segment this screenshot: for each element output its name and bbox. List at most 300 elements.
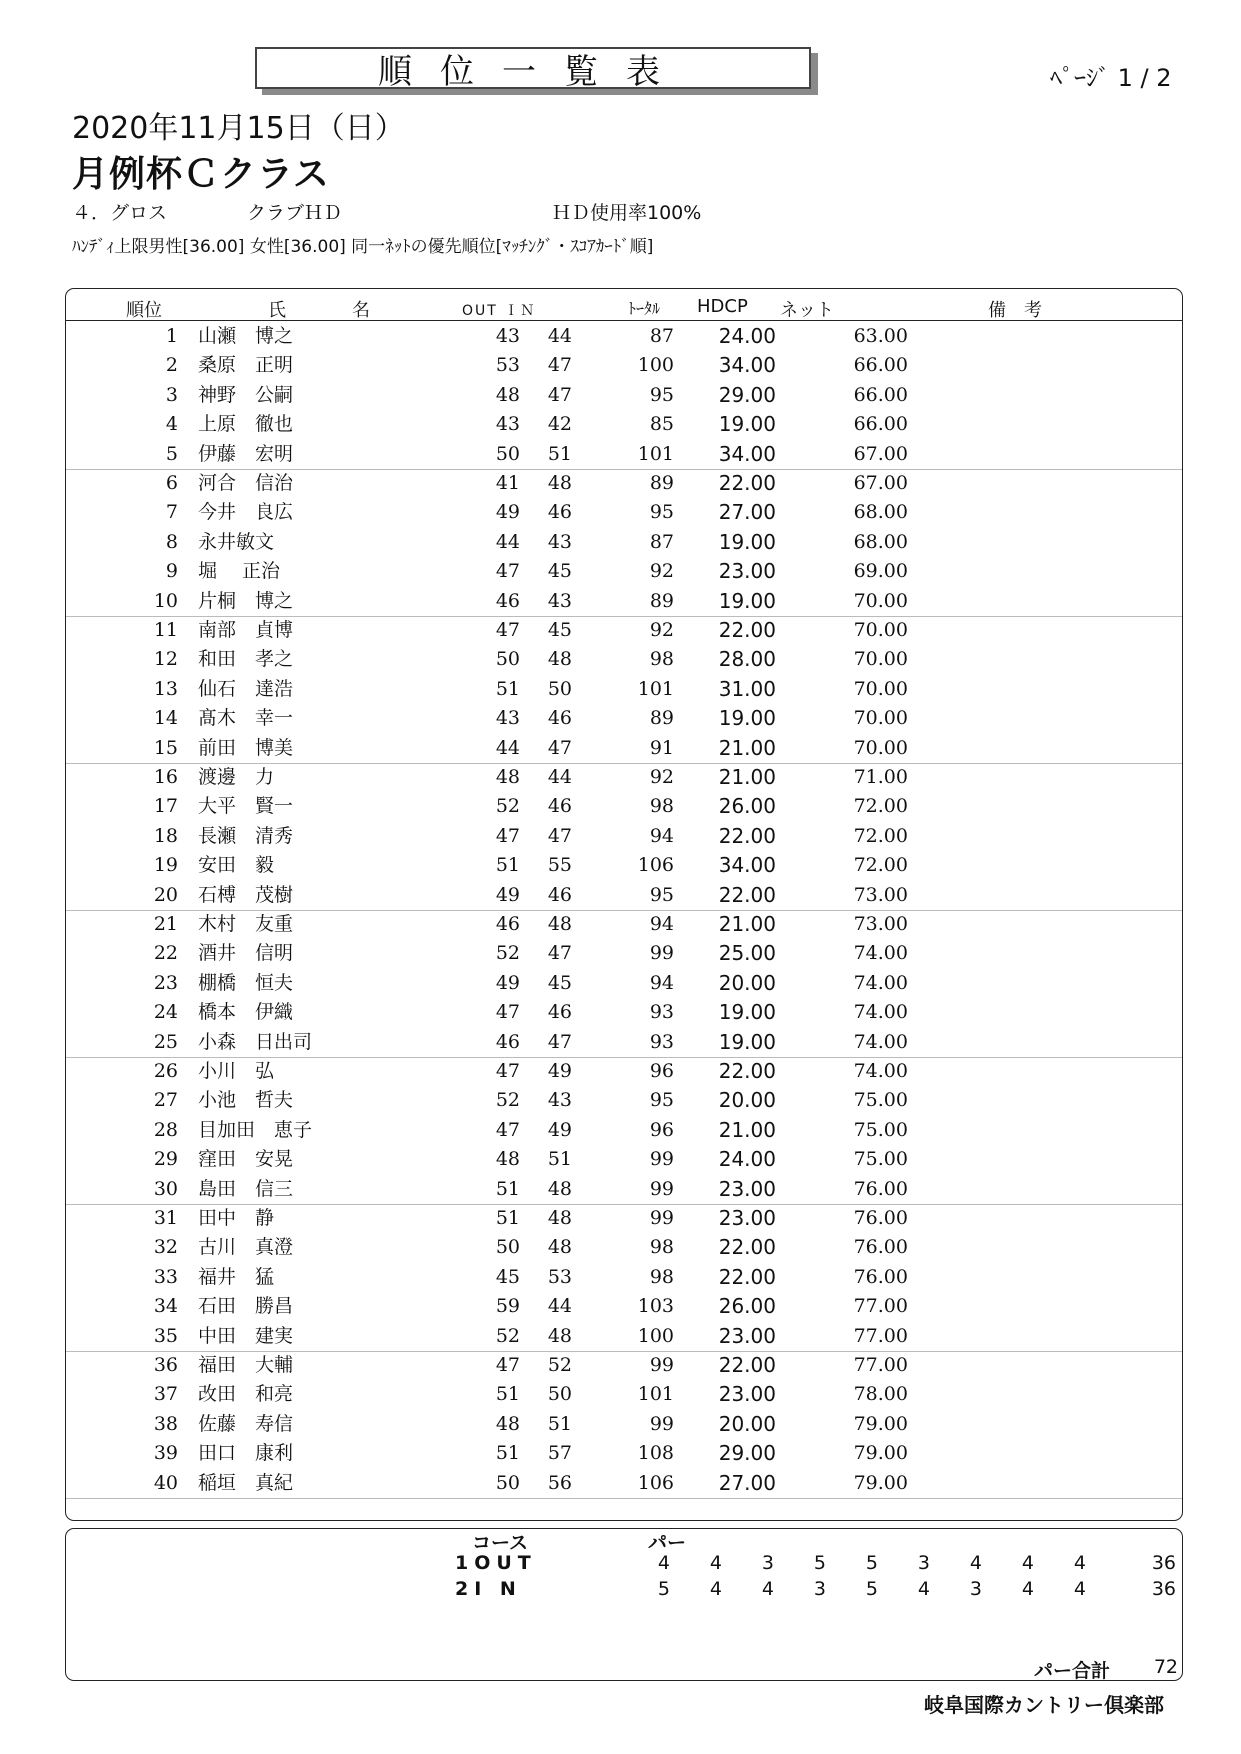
hole-par: 3 [813,1578,826,1600]
hole-par: 5 [813,1552,826,1574]
total-score: 92 [649,766,674,788]
net-score: 69.00 [853,560,908,583]
in-score: 47 [547,354,572,377]
table-row [66,1057,1182,1086]
rank: 25 [153,1030,178,1053]
net-score: 77.00 [853,1354,908,1376]
scoring-method: ４．グロス [72,202,168,224]
total-score: 92 [649,619,674,641]
player-name: 佐藤 寿信 [198,1412,294,1435]
table-row [66,1322,1182,1351]
rank: 30 [153,1177,178,1200]
rank: 4 [165,413,178,436]
table-row [66,763,1182,792]
total-score: 93 [649,1001,674,1024]
rank: 12 [153,648,178,671]
net-score: 67.00 [853,442,908,465]
rank: 11 [153,619,178,641]
hdcp: 20.00 [718,1411,776,1436]
net-score: 75.00 [853,1148,908,1171]
player-name: 稲垣 真紀 [198,1471,294,1494]
rank: 22 [153,942,178,965]
table-row [66,469,1182,498]
player-name: 目加田 恵子 [198,1118,313,1141]
in-score: 42 [547,413,572,436]
hdcp: 22.00 [718,618,776,642]
rank: 27 [153,1089,178,1112]
hole-par: 5 [657,1578,670,1600]
in-score: 48 [547,648,572,671]
out-score: 51 [495,1383,520,1406]
out-score: 52 [495,1324,520,1347]
in-score: 47 [547,383,572,406]
event-name: 月例杯Ｃクラス [72,154,330,195]
net-score: 67.00 [853,472,908,494]
col-name-surname: 氏 [268,300,286,321]
table-row [66,851,1182,880]
rank: 36 [153,1354,178,1376]
net-score: 70.00 [853,677,908,700]
rank: 28 [153,1118,178,1141]
total-score: 101 [637,442,674,465]
hdcp: 23.00 [718,559,776,584]
hole-par: 4 [969,1552,982,1574]
out-score: 47 [495,560,520,583]
in-score: 47 [547,942,572,965]
player-name: 神野 公嗣 [198,383,294,406]
out-score: 47 [495,1060,520,1082]
table-row [66,1175,1182,1204]
rank: 17 [153,795,178,818]
rank: 23 [153,971,178,994]
in-score: 43 [547,1089,572,1112]
hdcp: 21.00 [718,1117,776,1142]
in-score: 55 [547,854,572,877]
player-name: 仙石 達浩 [198,677,294,700]
par-total-label: パー合計 [1034,1660,1111,1682]
net-score: 71.00 [853,766,908,788]
hdcp: 19.00 [718,1000,776,1025]
hdcp: 34.00 [718,353,776,378]
hdcp: 22.00 [718,882,776,907]
net-score: 74.00 [853,971,908,994]
total-score: 95 [649,1089,674,1112]
total-score: 91 [649,736,674,759]
out-score: 48 [495,766,520,788]
hdcp: 26.00 [718,1294,776,1319]
table-row [66,1233,1182,1262]
rank: 7 [165,501,178,524]
out-score: 48 [495,383,520,406]
total-score: 95 [649,883,674,906]
out-score: 52 [495,1089,520,1112]
net-score: 72.00 [853,795,908,818]
player-name: 山瀬 博之 [198,325,294,347]
in-score: 47 [547,736,572,759]
hole-par: 4 [761,1578,774,1600]
net-score: 70.00 [853,707,908,730]
net-score: 75.00 [853,1118,908,1141]
table-row [66,1028,1182,1057]
total-score: 106 [637,1471,674,1494]
net-score: 70.00 [853,619,908,641]
player-name: 木村 友重 [198,913,294,935]
player-name: 小森 日出司 [198,1030,313,1053]
out-score: 49 [495,971,520,994]
total-score: 96 [649,1060,674,1082]
rank: 38 [153,1412,178,1435]
table-row [66,969,1182,998]
table-row [66,381,1182,410]
hdcp: 26.00 [718,794,776,819]
total-score: 99 [649,1177,674,1200]
table-row [66,704,1182,733]
total-score: 89 [649,589,674,612]
hole-par: 4 [709,1552,722,1574]
table-row [66,1469,1182,1498]
in-score: 50 [547,677,572,700]
course-header: コース [472,1532,529,1554]
out-score: 49 [495,501,520,524]
rank: 32 [153,1236,178,1259]
in-score: 53 [547,1265,572,1288]
in-score: 45 [547,971,572,994]
player-name: 南部 貞博 [198,619,294,641]
table-row [66,410,1182,439]
table-row [66,440,1182,469]
rank: 34 [153,1295,178,1318]
hdcp: 29.00 [718,1441,776,1466]
col-name-given: 名 [352,300,370,321]
page-indicator: ﾍﾟｰｼﾞ 1 / 2 [1050,64,1172,92]
player-name: 長瀬 清秀 [198,824,294,847]
total-score: 94 [649,913,674,935]
course-row [0,1552,1241,1578]
player-name: 河合 信治 [198,472,294,494]
in-score: 50 [547,1383,572,1406]
par-header: パー [648,1532,687,1554]
rank: 39 [153,1442,178,1465]
hdcp: 23.00 [718,1206,776,1230]
course-par-total: 36 [1151,1552,1176,1574]
col-hdcp: HDCP [697,296,748,317]
out-score: 46 [495,1030,520,1053]
rank: 8 [165,530,178,553]
hole-par: 3 [969,1578,982,1600]
in-score: 51 [547,442,572,465]
rank: 35 [153,1324,178,1347]
hdcp: 21.00 [718,912,776,936]
net-score: 74.00 [853,1060,908,1082]
out-score: 47 [495,1354,520,1376]
player-name: 田口 康利 [198,1442,294,1465]
net-score: 76.00 [853,1236,908,1259]
event-date: 2020年11月15日（日） [72,111,405,146]
player-name: 石榑 茂樹 [198,883,294,906]
hole-par: 3 [917,1552,930,1574]
out-score: 51 [495,1207,520,1229]
total-score: 106 [637,854,674,877]
player-name: 伊藤 宏明 [198,442,294,465]
player-name: 小池 哲夫 [198,1089,294,1112]
out-score: 51 [495,854,520,877]
course-name: 2I N [455,1578,522,1600]
hdcp: 25.00 [718,941,776,966]
net-score: 66.00 [853,383,908,406]
course-par-table [65,1528,1183,1681]
in-score: 46 [547,501,572,524]
table-row [66,675,1182,704]
net-score: 63.00 [853,325,908,347]
player-name: 和田 孝之 [198,648,294,671]
out-score: 47 [495,619,520,641]
col-net: ネット [780,300,834,321]
rank: 14 [153,707,178,730]
out-score: 47 [495,1001,520,1024]
total-score: 99 [649,1412,674,1435]
hole-par: 4 [1073,1552,1086,1574]
net-score: 79.00 [853,1471,908,1494]
hdcp: 22.00 [718,1235,776,1260]
total-score: 85 [649,413,674,436]
net-score: 79.00 [853,1412,908,1435]
in-score: 45 [547,619,572,641]
out-score: 46 [495,913,520,935]
total-score: 100 [637,354,674,377]
total-score: 101 [637,677,674,700]
out-score: 45 [495,1265,520,1288]
out-score: 47 [495,824,520,847]
in-score: 43 [547,589,572,612]
player-name: 前田 博美 [198,736,294,759]
hdcp: 22.00 [718,823,776,848]
player-name: 窪田 安晃 [198,1148,294,1171]
player-name: 渡邊 力 [198,766,275,788]
player-name: 小川 弘 [198,1060,275,1082]
total-score: 101 [637,1383,674,1406]
out-score: 47 [495,1118,520,1141]
net-score: 78.00 [853,1383,908,1406]
hole-par: 3 [761,1552,774,1574]
table-row [66,734,1182,763]
table-row [66,792,1182,821]
player-name: 桑原 正明 [198,354,294,377]
total-score: 87 [649,530,674,553]
total-score: 98 [649,1265,674,1288]
in-score: 51 [547,1412,572,1435]
table-row [66,1086,1182,1115]
total-score: 87 [649,325,674,347]
in-score: 46 [547,795,572,818]
table-row [66,939,1182,968]
player-name: 大平 賢一 [198,795,294,818]
total-score: 99 [649,1207,674,1229]
player-name: 安田 毅 [198,854,275,877]
in-score: 46 [547,707,572,730]
in-score: 49 [547,1060,572,1082]
net-score: 77.00 [853,1324,908,1347]
hdcp: 23.00 [718,1382,776,1407]
hole-par: 4 [709,1578,722,1600]
total-score: 92 [649,560,674,583]
rank: 10 [153,589,178,612]
total-score: 99 [649,1148,674,1171]
player-name: 片桐 博之 [198,589,294,612]
net-score: 74.00 [853,1030,908,1053]
in-score: 57 [547,1442,572,1465]
net-score: 68.00 [853,530,908,553]
net-score: 72.00 [853,854,908,877]
total-score: 98 [649,1236,674,1259]
net-score: 74.00 [853,1001,908,1024]
hdcp: 22.00 [718,1353,776,1377]
rank: 18 [153,824,178,847]
total-score: 96 [649,1118,674,1141]
out-score: 50 [495,1236,520,1259]
net-score: 70.00 [853,736,908,759]
net-score: 73.00 [853,913,908,935]
rank: 31 [153,1207,178,1229]
hole-par: 5 [865,1578,878,1600]
out-score: 51 [495,1442,520,1465]
out-score: 49 [495,883,520,906]
table-row [66,587,1182,616]
hdcp: 27.00 [718,500,776,525]
in-score: 47 [547,1030,572,1053]
table-row [66,1410,1182,1439]
in-score: 43 [547,530,572,553]
table-row [66,1439,1182,1468]
total-score: 89 [649,707,674,730]
table-row [66,1380,1182,1409]
table-row [66,498,1182,527]
player-name: 福井 猛 [198,1265,275,1288]
total-score: 95 [649,501,674,524]
col-rank: 順位 [126,300,162,321]
conditions-line [72,198,892,222]
hole-par: 4 [1021,1578,1034,1600]
table-row [66,910,1182,939]
par-total-value: 72 [1153,1656,1178,1678]
out-score: 48 [495,1148,520,1171]
total-score: 89 [649,472,674,494]
hdcp: 19.00 [718,412,776,437]
total-score: 94 [649,824,674,847]
total-score: 95 [649,383,674,406]
total-score: 99 [649,942,674,965]
rank: 29 [153,1148,178,1171]
in-score: 48 [547,1324,572,1347]
total-score: 93 [649,1030,674,1053]
out-score: 52 [495,942,520,965]
col-remarks: 備 考 [988,300,1042,321]
in-score: 46 [547,883,572,906]
out-score: 52 [495,795,520,818]
course-row [0,1578,1241,1604]
net-score: 77.00 [853,1295,908,1318]
hdcp: 22.00 [718,1059,776,1083]
in-score: 48 [547,1207,572,1229]
in-score: 44 [547,325,572,347]
total-score: 98 [649,795,674,818]
out-score: 44 [495,736,520,759]
net-score: 73.00 [853,883,908,906]
in-score: 48 [547,472,572,494]
hdcp: 31.00 [718,676,776,701]
player-name: 橋本 伊織 [198,1001,294,1024]
player-name: 髙木 幸一 [198,707,294,730]
player-name: 田中 静 [198,1207,275,1229]
hdcp: 19.00 [718,529,776,554]
handicap-type: クラブＨＤ [247,202,343,224]
table-row [66,1292,1182,1321]
table-row [66,822,1182,851]
rank: 3 [165,383,178,406]
rank: 2 [165,354,178,377]
total-score: 100 [637,1324,674,1347]
hdcp: 20.00 [718,970,776,995]
page-title: 順位一覧表 [255,47,811,89]
out-score: 46 [495,589,520,612]
net-score: 76.00 [853,1207,908,1229]
hdcp: 22.00 [718,1264,776,1289]
hdcp: 27.00 [718,1470,776,1495]
total-score: 108 [637,1442,674,1465]
club-name: 岐阜国際カントリー倶楽部 [924,1693,1164,1717]
table-row [66,557,1182,586]
table-row [66,1351,1182,1380]
player-name: 堀 正治 [198,560,281,583]
net-score: 74.00 [853,942,908,965]
rank: 16 [153,766,178,788]
rank: 37 [153,1383,178,1406]
total-score: 98 [649,648,674,671]
hole-par: 5 [865,1552,878,1574]
out-score: 44 [495,530,520,553]
player-name: 中田 建実 [198,1324,294,1347]
net-score: 76.00 [853,1265,908,1288]
rank: 33 [153,1265,178,1288]
in-score: 51 [547,1148,572,1171]
player-name: 永井敏文 [198,530,275,553]
in-score: 46 [547,1001,572,1024]
out-score: 50 [495,648,520,671]
player-name: 島田 信三 [198,1177,294,1200]
hdcp: 23.00 [718,1323,776,1348]
table-row [66,1204,1182,1233]
table-row [66,1263,1182,1292]
out-score: 43 [495,413,520,436]
hdcp: 19.00 [718,588,776,613]
in-score: 49 [547,1118,572,1141]
hole-par: 4 [1073,1578,1086,1600]
net-score: 68.00 [853,501,908,524]
total-score: 99 [649,1354,674,1376]
table-row [66,616,1182,645]
net-score: 70.00 [853,589,908,612]
hdcp: 34.00 [718,853,776,878]
player-name: 棚橋 恒夫 [198,971,294,994]
player-name: 古川 真澄 [198,1236,294,1259]
hdcp: 34.00 [718,441,776,466]
player-name: 上原 徹也 [198,413,294,436]
player-name: 酒井 信明 [198,942,294,965]
rank: 26 [153,1060,178,1082]
out-score: 53 [495,354,520,377]
hdcp: 24.00 [718,324,776,348]
col-total: ﾄｰﾀﾙ [628,299,661,318]
table-row [66,1116,1182,1145]
